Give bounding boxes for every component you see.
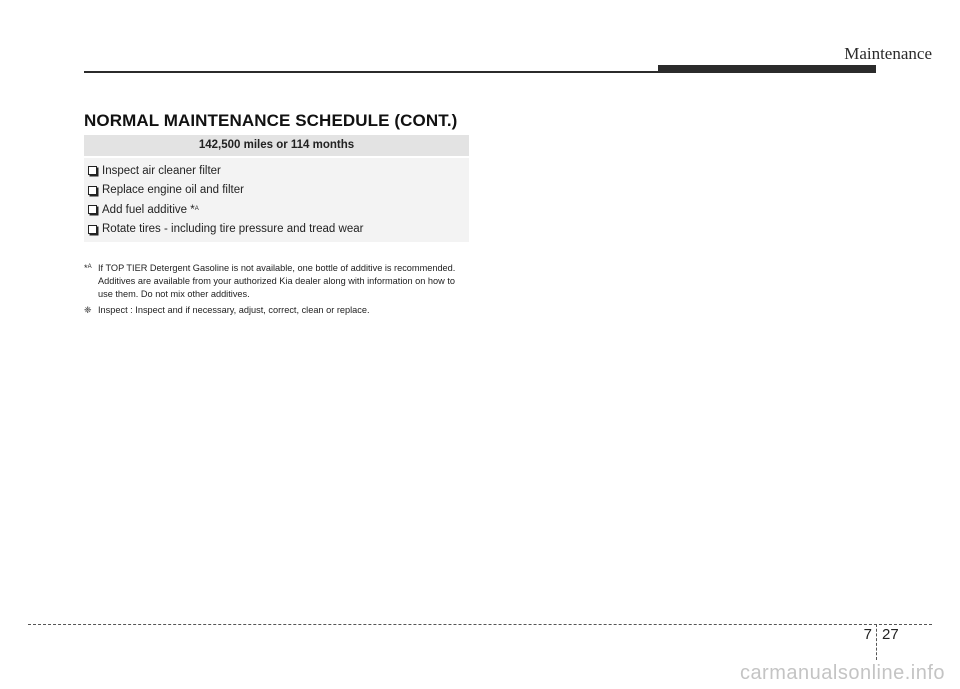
- checkbox-icon: [88, 225, 97, 234]
- header-rule: [84, 71, 658, 73]
- footer-divider: [876, 624, 877, 660]
- page-heading: NORMAL MAINTENANCE SCHEDULE (CONT.): [84, 111, 458, 130]
- schedule-item: [84, 220, 469, 240]
- schedule-item-text: Replace engine oil and filter: [102, 184, 244, 197]
- schedule-item: [84, 161, 469, 181]
- footnote-text: If TOP TIER Detergent Gasoline is not available, one bottle of additive is recommended. Additives are available from your authorized Kia dealer along with information on how to use them. Do not mix other additives.: [98, 263, 456, 299]
- footnote-mark: *$^A$: [84, 263, 92, 273]
- schedule-items: [84, 158, 469, 242]
- schedule-item-text: Add fuel additive *: [102, 203, 195, 216]
- footnote-inspect: [84, 304, 469, 317]
- header-rule-accent: [658, 65, 876, 73]
- inspect-mark-icon: ❈: [84, 305, 92, 315]
- footnote-text: Inspect : Inspect and if necessary, adjust, correct, clean or replace.: [98, 305, 370, 315]
- schedule-item-sup: A: [194, 205, 199, 212]
- checkbox-icon: [88, 166, 97, 175]
- footnote-additive: [84, 262, 469, 301]
- schedule-item-text: Rotate tires - including tire pressure and tread wear: [102, 223, 364, 236]
- watermark: carmanualsonline.info: [739, 662, 945, 684]
- schedule-item: [84, 181, 469, 201]
- checkbox-icon: [88, 186, 97, 195]
- schedule-item: [84, 200, 469, 220]
- schedule-item-text: Inspect air cleaner filter: [102, 164, 221, 177]
- page-number: 27: [882, 626, 899, 643]
- checkbox-icon: [88, 205, 97, 214]
- chapter-number: 7: [863, 626, 872, 643]
- schedule-interval: 142,500 miles or 114 months: [84, 135, 469, 156]
- footer-rule: [28, 624, 932, 625]
- schedule-table: [84, 135, 469, 242]
- footnotes: [84, 262, 469, 320]
- section-title: Maintenance: [844, 44, 932, 63]
